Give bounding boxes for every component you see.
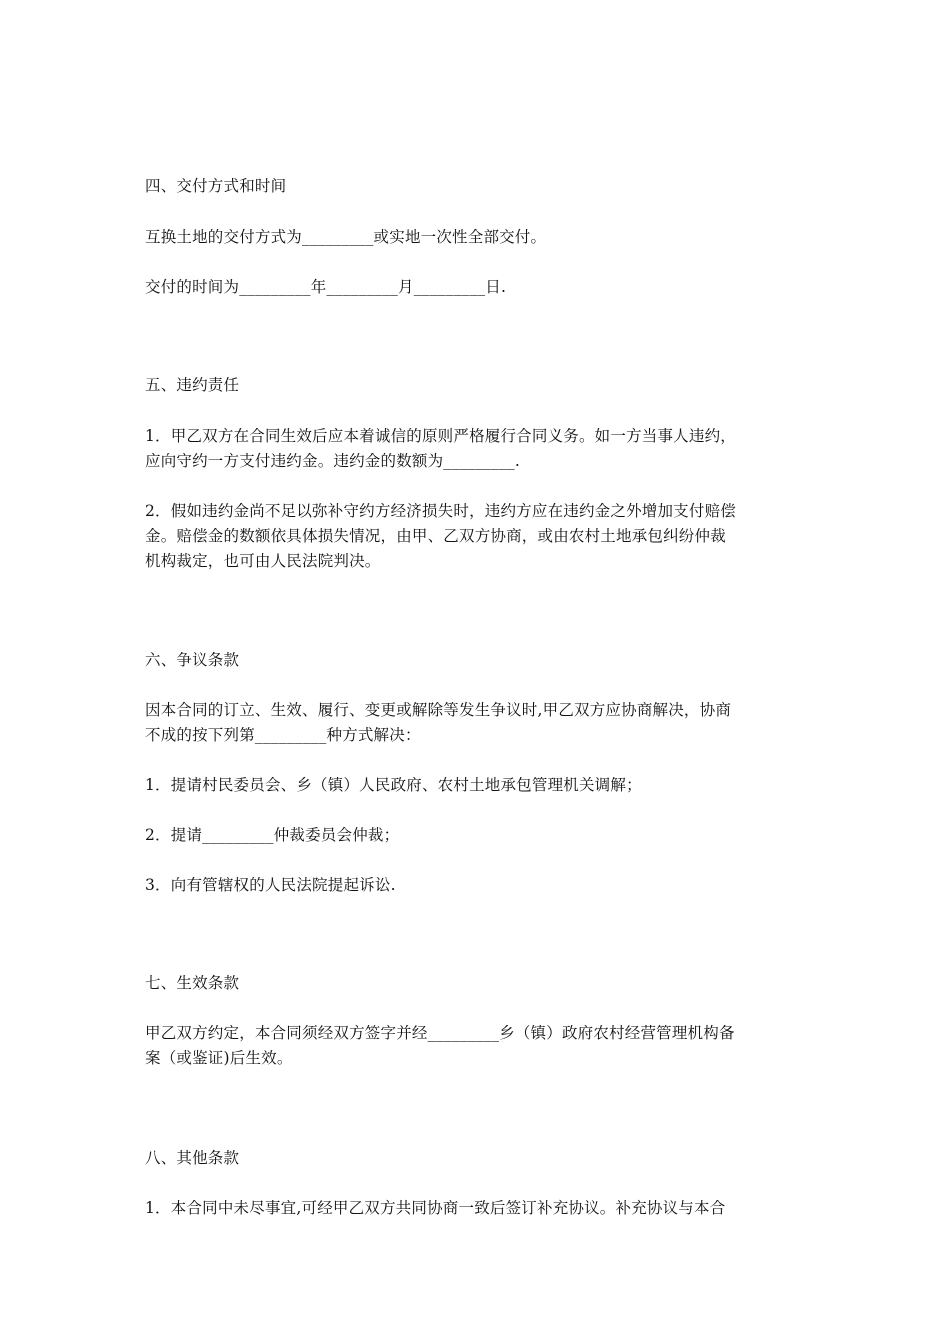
paragraph-line: 3．向有管辖权的人民法院提起诉讼. (145, 876, 396, 894)
paragraph-line: 互换土地的交付方式为_________或实地一次性全部交付。 (145, 228, 547, 246)
paragraph-line: 1．甲乙双方在合同生效后应本着诚信的原则严格履行合同义务。如一方当事人违约， (145, 427, 736, 445)
paragraph-line: 交付的时间为_________年_________月_________日. (145, 278, 507, 296)
paragraph-line: 案（或鉴证)后生效。 (145, 1049, 293, 1067)
paragraph-line: 1．本合同中未尽事宜,可经甲乙双方共同协商一致后签订补充协议。补充协议与本合 (145, 1199, 726, 1217)
paragraph-line: 因本合同的订立、生效、履行、变更或解除等发生争议时,甲乙双方应协商解决，协商 (145, 701, 732, 719)
paragraph-line: 不成的按下列第_________种方式解决： (145, 726, 421, 744)
paragraph-line: 机构裁定，也可由人民法院判决。 (145, 552, 381, 570)
section-heading-effective: 七、生效条款 (145, 974, 240, 992)
section-heading-dispute: 六、争议条款 (145, 651, 240, 669)
paragraph-line: 甲乙双方约定，本合同须经双方签字并经_________乡（镇）政府农村经营管理机构备 (145, 1024, 735, 1042)
paragraph-line: 2．假如违约金尚不足以弥补守约方经济损失时，违约方应在违约金之外增加支付赔偿 (145, 502, 736, 520)
section-heading-other: 八、其他条款 (145, 1149, 240, 1167)
paragraph-line: 应向守约一方支付违约金。违约金的数额为_________. (145, 452, 520, 470)
section-heading-breach: 五、违约责任 (145, 376, 240, 394)
paragraph-line: 金。赔偿金的数额依具体损失情况，由甲、乙双方协商，或由农村土地承包纠纷仲裁 (145, 527, 726, 545)
paragraph-line: 1．提请村民委员会、乡（镇）人民政府、农村土地承包管理机关调解； (145, 776, 642, 794)
paragraph-line: 2．提请_________仲裁委员会仲裁； (145, 826, 400, 844)
section-heading-delivery: 四、交付方式和时间 (145, 177, 287, 195)
